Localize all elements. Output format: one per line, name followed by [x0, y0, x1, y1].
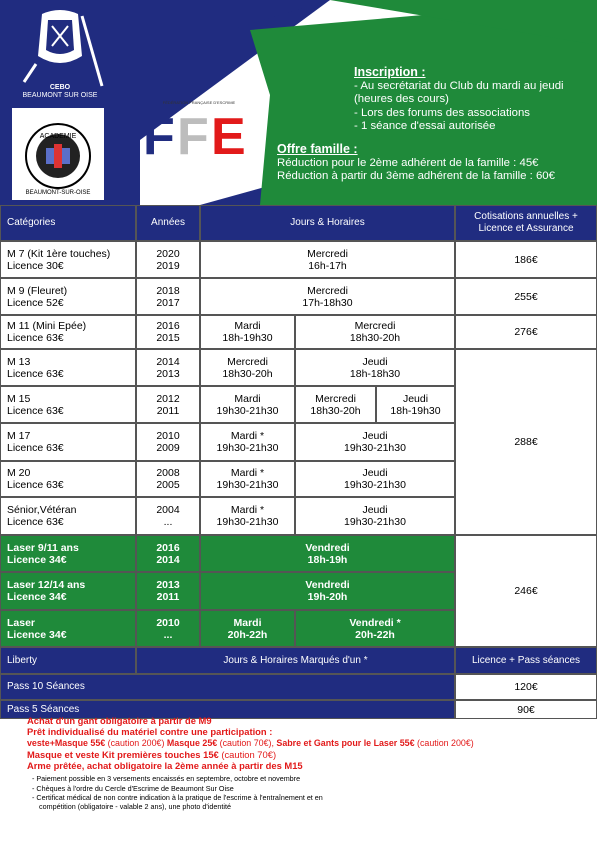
row-years	[136, 535, 200, 572]
pass10-label-text: Pass 10 Séances	[7, 681, 85, 692]
header-annees-text: Années	[151, 217, 185, 228]
schedule-cell-text: Mercredi	[354, 320, 396, 332]
row-years-text: 2014	[156, 355, 180, 368]
schedule-cell	[200, 423, 295, 461]
schedule-cell-text: Jeudi	[362, 355, 388, 368]
row-category-text: Licence 63€	[7, 442, 64, 454]
row-years	[136, 572, 200, 610]
schedule-cell-text: Mercredi	[315, 392, 356, 405]
schedule-cell-text: Mardi	[234, 320, 261, 332]
pass10-price	[455, 674, 597, 700]
inscription-line: - Lors des forums des associations	[354, 106, 530, 119]
schedule-cell	[295, 423, 455, 461]
note-paiement: - Paiement possible en 3 versements encaissés en septembre, octobre et novembre	[32, 774, 301, 784]
row-years	[136, 497, 200, 535]
row-category-text: Licence 34€	[7, 553, 67, 566]
row-years	[136, 349, 200, 386]
note-tarifs: veste+Masque 55€ (caution 200€) Masque 25€ (caution 70€), Sabre et Gants pour le Laser 55€ (caution 200€)	[27, 737, 474, 748]
pass5-label-text: Pass 5 Séances	[7, 703, 80, 715]
inscription-line: - 1 séance d'essai autorisée	[354, 120, 496, 132]
pass5-price-text: 90€	[517, 703, 535, 716]
row-category-text: Laser 9/11 ans	[7, 541, 79, 554]
row-category	[0, 423, 136, 461]
row-category	[0, 610, 136, 647]
offre-line: Réduction pour le 2ème adhérent de la famille : 45€	[277, 156, 539, 169]
row-years	[136, 423, 200, 461]
price-cell	[455, 535, 597, 647]
schedule-cell-text: Vendredi *	[349, 616, 401, 629]
note-pret: Prêt individualisé du matériel contre une participation :	[27, 726, 273, 738]
row-years-text: 2019	[156, 259, 180, 272]
row-years-text: 2004	[156, 504, 180, 516]
note-cheques: - Chèques à l'ordre du Cercle d'Escrime de Beaumont Sur Oise	[32, 783, 234, 793]
row-years	[136, 386, 200, 423]
row-category-text: Laser 12/14 ans	[7, 579, 86, 591]
schedule-cell	[295, 461, 455, 497]
price-cell-text: 186€	[514, 253, 538, 266]
schedule-cell-text: Mercredi	[227, 355, 268, 368]
row-category-text: Licence 30€	[7, 259, 64, 272]
liberty-jours	[136, 647, 455, 674]
schedule-cell-text: 19h30-21h30	[216, 442, 279, 454]
row-years-text: 2005	[156, 479, 180, 491]
row-years	[136, 278, 200, 315]
schedule-cell-text: Vendredi	[305, 579, 350, 591]
row-category	[0, 241, 136, 278]
row-years-text: 2014	[156, 553, 180, 566]
schedule-cell-text: 19h30-21h30	[344, 479, 406, 491]
row-category	[0, 461, 136, 497]
schedule-cell-text: Mardi	[234, 392, 261, 405]
svg-text:E: E	[211, 108, 246, 161]
liberty-label	[0, 647, 136, 674]
schedule-cell-text: Mercredi	[307, 284, 348, 297]
row-category-text: M 11 (Mini Epée)	[7, 320, 87, 332]
inscription-block	[354, 66, 597, 134]
schedule-cell-text: 20h-22h	[355, 628, 395, 641]
svg-text:F: F	[177, 108, 209, 161]
note-certificat: - Certificat médical de non contre indication à la pratique de l'escrime à l'entraînement et en	[32, 793, 323, 803]
row-category-text: Licence 63€	[7, 332, 64, 344]
schedule-cell	[295, 497, 455, 535]
row-category	[0, 535, 136, 572]
schedule-cell	[200, 241, 455, 278]
schedule-cell	[295, 315, 455, 349]
row-years	[136, 315, 200, 349]
header-jours-text: Jours & Horaires	[290, 217, 365, 228]
row-years-text: 2012	[156, 392, 180, 405]
schedule-cell-text: Mardi *	[230, 504, 265, 516]
liberty-cotisations	[455, 647, 597, 674]
schedule-cell-text: Mardi *	[230, 467, 265, 479]
header-cotisations	[455, 205, 597, 241]
schedule-cell	[200, 315, 295, 349]
row-years-text: 2013	[156, 367, 180, 380]
schedule-cell	[200, 386, 295, 423]
row-years	[136, 610, 200, 647]
academie-sabre-laser-logo	[12, 108, 104, 200]
schedule-cell-text: 18h30-20h	[222, 367, 273, 380]
header-banner	[0, 0, 597, 205]
offre-title: Offre famille :	[277, 142, 358, 156]
row-years-text: 2016	[156, 320, 180, 332]
schedule-cell	[295, 386, 376, 423]
svg-text:BEAUMONT-SUR-OISE: BEAUMONT-SUR-OISE	[25, 190, 91, 196]
ffe-logo	[143, 100, 255, 160]
row-category-text: M 13	[7, 355, 31, 368]
row-category	[0, 278, 136, 315]
row-category-text: Licence 63€	[7, 367, 64, 380]
svg-text:F: F	[143, 108, 175, 161]
row-category-text: Licence 34€	[7, 628, 67, 641]
row-category-text: M 7 (Kit 1ère touches)	[7, 247, 111, 260]
row-years-text: 2015	[156, 332, 180, 344]
schedule-cell	[376, 386, 455, 423]
row-years-text: 2010	[156, 616, 180, 629]
schedule-cell-text: 19h30-21h30	[216, 516, 279, 528]
row-category-text: Laser	[7, 616, 36, 629]
schedule-cell-text: Mardi	[233, 616, 262, 629]
schedule-cell-text: 20h-22h	[227, 628, 268, 641]
schedule-cell-text: Mercredi	[307, 247, 348, 260]
schedule-cell	[200, 572, 455, 610]
row-years-text: 2011	[156, 404, 180, 417]
schedule-cell-text: 17h-18h30	[302, 296, 353, 309]
svg-text:ACADEMIE: ACADEMIE	[39, 133, 77, 140]
liberty-jours-text: Jours & Horaires Marqués d'un *	[223, 654, 368, 666]
pass10-price-text: 120€	[514, 681, 538, 693]
schedule-cell-text: 19h-20h	[307, 591, 348, 603]
row-category-text: Licence 52€	[7, 296, 64, 309]
row-category	[0, 497, 136, 535]
row-years-text: 2017	[156, 296, 180, 309]
row-years-text: 2011	[156, 591, 180, 603]
schedule-cell-text: 18h-19h	[307, 553, 348, 566]
liberty-cotisations-text: Licence + Pass séances	[471, 654, 581, 666]
schedule-cell-text: 19h30-21h30	[216, 479, 279, 491]
schedule-cell	[295, 349, 455, 386]
price-cell	[455, 278, 597, 315]
schedule-cell-text: Jeudi	[362, 467, 388, 479]
schedule-cell	[200, 535, 455, 572]
header-categories-text: Catégories	[7, 217, 56, 228]
schedule-cell-text: 18h-19h30	[222, 332, 273, 344]
schedule-cell	[200, 461, 295, 497]
schedule-cell	[200, 349, 295, 386]
cebo-caption: CEBO BEAUMONT SUR OISE	[22, 84, 98, 99]
schedule-cell-text: 18h-19h30	[390, 404, 441, 417]
schedule-cell-text: 19h30-21h30	[216, 404, 279, 417]
header-jours	[200, 205, 455, 241]
schedule-cell-text: 19h30-21h30	[344, 516, 406, 528]
inscription-line: (heures des cours)	[354, 93, 449, 105]
row-category	[0, 572, 136, 610]
row-years-text: 2018	[156, 284, 180, 297]
inscription-line: - Au secrétariat du Club du mardi au jeudi	[354, 79, 564, 92]
row-category-text: Licence 63€	[7, 516, 64, 528]
row-category-text: M 20	[7, 467, 31, 479]
row-years	[136, 241, 200, 278]
liberty-label-text: Liberty	[7, 654, 38, 666]
price-cell-text: 276€	[514, 326, 538, 338]
schedule-cell	[200, 278, 455, 315]
row-category-text: Sénior,Vétéran	[7, 504, 77, 516]
row-category-text: Licence 34€	[7, 591, 67, 603]
row-years-text: 2020	[156, 247, 180, 260]
row-years-text: 2008	[156, 467, 180, 479]
price-cell	[455, 241, 597, 278]
header-annees	[136, 205, 200, 241]
schedule-cell-text: 18h30-20h	[310, 404, 361, 417]
price-cell	[455, 315, 597, 349]
header-cotisations-text: Cotisations annuelles + Licence et Assurance	[474, 211, 578, 234]
notes-block	[0, 715, 597, 812]
row-years-text: 2016	[156, 541, 180, 554]
header-categories	[0, 205, 136, 241]
row-years-text: 2010	[156, 430, 180, 442]
row-years-text: 2013	[156, 579, 180, 591]
price-cell-text: 288€	[514, 436, 538, 448]
price-cell-text: 246€	[514, 585, 538, 597]
row-category	[0, 386, 136, 423]
schedule-cell-text: Jeudi	[402, 392, 429, 405]
row-category	[0, 349, 136, 386]
schedule-cell-text: Jeudi	[362, 430, 388, 442]
note-arme: Arme prêtée, achat obligatoire la 2ème année à partir des M15	[27, 760, 303, 772]
pass10-label	[0, 674, 455, 700]
row-years-text: ...	[163, 628, 173, 641]
row-category-text: Licence 63€	[7, 479, 64, 491]
row-category	[0, 315, 136, 349]
row-years	[136, 461, 200, 497]
inscription-title: Inscription :	[354, 65, 426, 79]
note-certificat-suite: compétition (obligatoire - valable 2 ans), une photo d'identité	[39, 802, 231, 812]
row-category-text: M 9 (Fleuret)	[7, 284, 68, 297]
schedule-cell-text: Jeudi	[362, 504, 388, 516]
schedule-cell-text: Mardi *	[230, 430, 265, 442]
row-category-text: Licence 63€	[7, 404, 64, 417]
schedule-cell-text: 18h-18h30	[349, 367, 401, 380]
schedule-cell	[295, 610, 455, 647]
row-category-text: M 17	[7, 430, 31, 442]
schedule-cell-text: 19h30-21h30	[344, 442, 406, 454]
note-kit: Masque et veste Kit premières touches 15€ (caution 70€)	[27, 748, 277, 760]
row-category-text: M 15	[7, 392, 31, 405]
schedule-cell-text: 16h-17h	[308, 259, 347, 272]
note-gant: Achat d'un gant obligatoire à partir de M9	[27, 715, 212, 726]
price-cell	[455, 349, 597, 535]
schedule-cell	[200, 610, 295, 647]
row-years-text: 2009	[156, 442, 180, 454]
schedule-cell-text: 18h30-20h	[349, 332, 401, 344]
offre-famille-block	[277, 143, 597, 184]
ffe-caption: FÉDÉRATION FRANÇAISE D'ESCRIME	[162, 100, 236, 105]
schedule-cell	[200, 497, 295, 535]
schedule-cell-text: Vendredi	[305, 541, 350, 554]
price-cell-text: 255€	[514, 290, 538, 303]
row-years-text: ...	[163, 516, 173, 528]
offre-line: Réduction à partir du 3ème adhérent de la famille : 60€	[277, 170, 555, 182]
